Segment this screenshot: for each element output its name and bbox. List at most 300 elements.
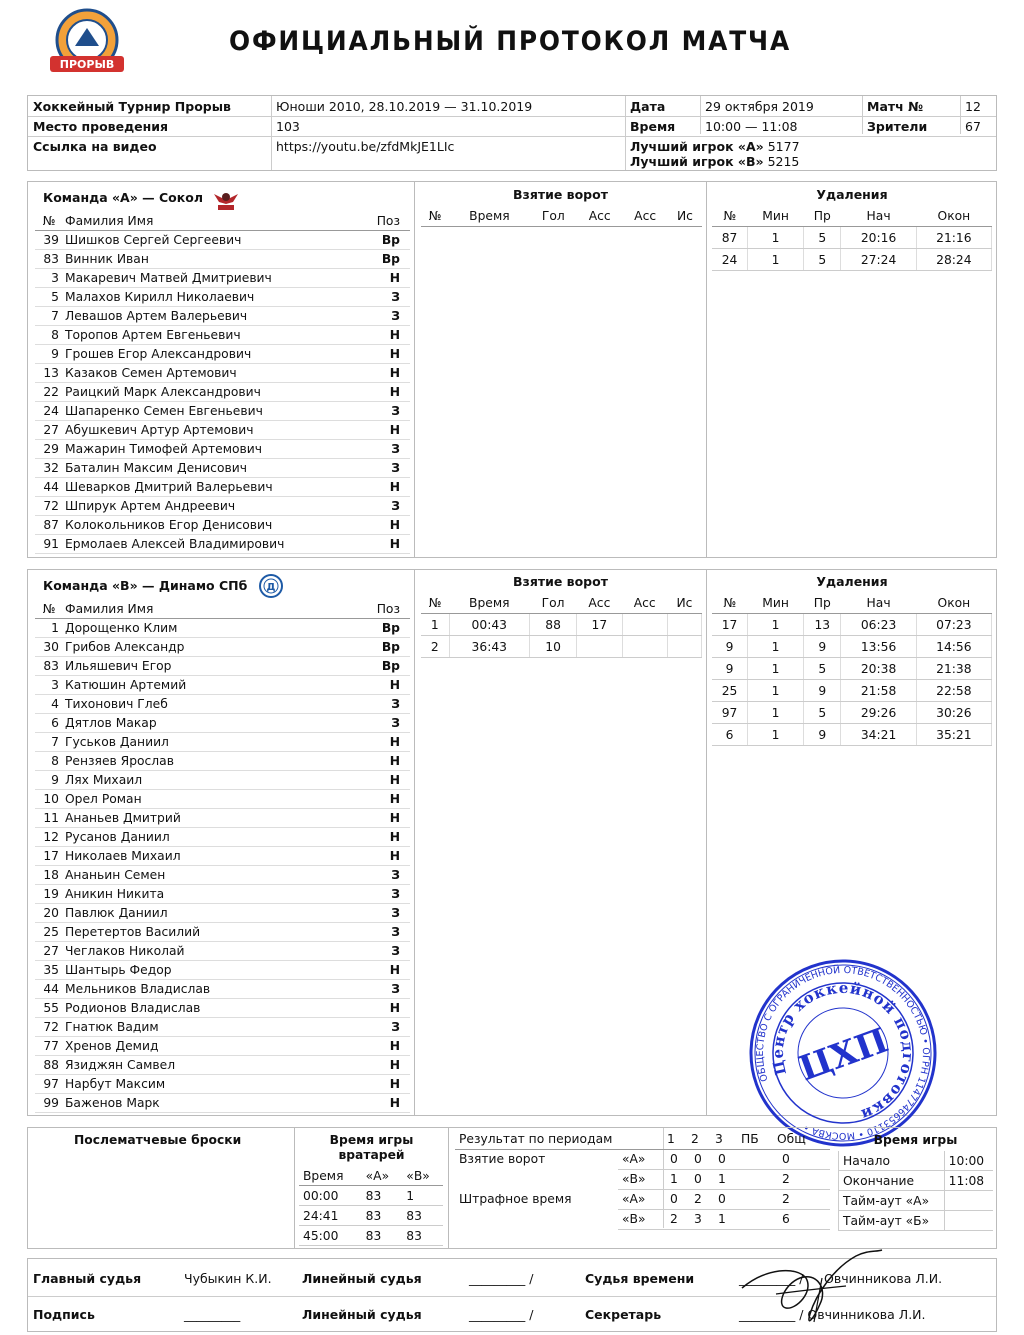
- player-number: 87: [35, 516, 63, 535]
- table-cell: 20:38: [841, 658, 916, 680]
- player-position: Н: [344, 771, 410, 790]
- table-row: [299, 1206, 443, 1226]
- linesman-1-label: Линейный судья: [302, 1271, 422, 1286]
- team-b-roster-body: [35, 619, 410, 1113]
- period-value: 0: [718, 1192, 726, 1206]
- player-number: 72: [35, 497, 63, 516]
- table-cell: 17: [577, 614, 622, 636]
- table-row: [299, 1186, 443, 1206]
- player-position: Н: [344, 1056, 410, 1075]
- column-header: Асс: [622, 205, 667, 227]
- table-cell: 6: [712, 724, 748, 746]
- table-cell: 9: [804, 680, 841, 702]
- player-name: Грошев Егор Александрович: [63, 345, 363, 364]
- period-value: 0: [694, 1172, 702, 1186]
- player-number: 8: [35, 752, 63, 771]
- column-header: №: [712, 592, 748, 614]
- player-position: Н: [344, 790, 410, 809]
- player-number: 72: [35, 1018, 63, 1037]
- video-link[interactable]: https://youtu.be/zfdMkJE1LIc: [276, 139, 455, 154]
- team-marker: «В»: [622, 1172, 646, 1186]
- player-name: Павлюк Даниил: [63, 904, 344, 923]
- player-number: 88: [35, 1056, 63, 1075]
- table-cell: 13:56: [841, 636, 916, 658]
- period-column-header: Общ: [777, 1132, 806, 1146]
- player-position: Вр: [363, 250, 410, 269]
- table-cell: 83: [362, 1206, 403, 1226]
- table-cell: 88: [530, 614, 577, 636]
- table-row: [839, 1171, 994, 1191]
- table-row: [712, 614, 992, 636]
- sokol-logo: [213, 186, 239, 212]
- roster-row: [35, 885, 410, 904]
- player-number: 24: [35, 402, 63, 421]
- column-header: Ис: [668, 205, 702, 227]
- column-header: Гол: [530, 205, 577, 227]
- player-number: 27: [35, 421, 63, 440]
- table-cell: 11:08: [944, 1171, 993, 1191]
- table-cell: 00:43: [449, 614, 530, 636]
- player-number: 11: [35, 809, 63, 828]
- period-value: 0: [694, 1152, 702, 1166]
- column-header: Пр: [804, 205, 841, 227]
- table-cell: 9: [712, 636, 748, 658]
- roster-row: [35, 752, 410, 771]
- table-cell: 21:38: [916, 658, 991, 680]
- table-cell: 30:26: [916, 702, 991, 724]
- player-number: 32: [35, 459, 63, 478]
- roster-row: [35, 790, 410, 809]
- roster-row: [35, 942, 410, 961]
- team-a-penalties-title: Удаления: [816, 187, 888, 202]
- roster-row: [35, 828, 410, 847]
- col-pos: Поз: [344, 600, 410, 619]
- match-number-value: 12: [965, 99, 981, 114]
- player-name: Гуськов Даниил: [63, 733, 344, 752]
- match-number-label: Матч №: [867, 99, 924, 114]
- table-cell: 5: [804, 702, 841, 724]
- table-cell: 1: [748, 249, 804, 271]
- player-position: З: [344, 904, 410, 923]
- table-cell: 10:00: [944, 1151, 993, 1171]
- player-name: Чеглаков Николай: [63, 942, 344, 961]
- roster-row: [35, 307, 410, 326]
- player-position: Н: [344, 676, 410, 695]
- player-name: Винник Иван: [63, 250, 363, 269]
- column-header: Время: [449, 205, 530, 227]
- table-row: [712, 249, 992, 271]
- column-header: Мин: [748, 205, 804, 227]
- player-position: Вр: [344, 657, 410, 676]
- player-name: Шпирук Артем Андреевич: [63, 497, 363, 516]
- table-cell: [944, 1211, 993, 1231]
- table-cell: 9: [804, 724, 841, 746]
- player-number: 9: [35, 771, 63, 790]
- player-name: Ильяшевич Егор: [63, 657, 344, 676]
- table-cell: 1: [748, 227, 804, 249]
- player-position: Н: [363, 478, 410, 497]
- team-marker: «В»: [622, 1212, 646, 1226]
- table-cell: 9: [804, 636, 841, 658]
- table-cell: 21:58: [841, 680, 916, 702]
- tournament-value: Юноши 2010, 28.10.2019 — 31.10.2019: [276, 99, 533, 114]
- table-cell: [622, 614, 667, 636]
- player-number: 10: [35, 790, 63, 809]
- table-row: [421, 614, 702, 636]
- column-header: Асс: [577, 205, 622, 227]
- roster-row: [35, 497, 410, 516]
- player-name: Грибов Александр: [63, 638, 344, 657]
- roster-row: [35, 269, 410, 288]
- table-cell: Тайм-аут «Б»: [839, 1211, 945, 1231]
- table-cell: 21:16: [916, 227, 991, 249]
- player-position: З: [363, 497, 410, 516]
- roster-row: [35, 657, 410, 676]
- table-cell: 25: [712, 680, 748, 702]
- player-name: Ермолаев Алексей Владимирович: [63, 535, 363, 554]
- player-name: Тихонович Глеб: [63, 695, 344, 714]
- table-cell: 1: [421, 614, 449, 636]
- date-label: Дата: [630, 99, 666, 114]
- row-divider: [618, 1229, 830, 1230]
- column-header: Нач: [841, 592, 916, 614]
- period-column-header: 3: [715, 1132, 723, 1146]
- team-b-roster: [35, 600, 410, 1113]
- column-header: «А»: [362, 1166, 403, 1186]
- period-value: 0: [718, 1152, 726, 1166]
- dynamo-logo: [259, 574, 283, 598]
- team-b-goals-title: Взятие ворот: [513, 574, 608, 589]
- player-number: 7: [35, 733, 63, 752]
- period-column-header: 1: [667, 1132, 675, 1146]
- roster-row: [35, 676, 410, 695]
- table-cell: 00:00: [299, 1186, 362, 1206]
- player-number: 35: [35, 961, 63, 980]
- player-number: 44: [35, 980, 63, 999]
- roster-row: [35, 961, 410, 980]
- player-number: 44: [35, 478, 63, 497]
- table-cell: 83: [402, 1206, 443, 1226]
- roster-row: [35, 345, 410, 364]
- row-divider: [618, 1189, 830, 1190]
- player-number: 1: [35, 619, 63, 638]
- player-position: Н: [344, 1094, 410, 1113]
- timekeeper-label: Судья времени: [585, 1271, 695, 1286]
- period-value: 1: [718, 1172, 726, 1186]
- roster-row: [35, 638, 410, 657]
- roster-row: [35, 980, 410, 999]
- table-cell: 36:43: [449, 636, 530, 658]
- table-cell: 07:23: [916, 614, 991, 636]
- player-number: 8: [35, 326, 63, 345]
- player-position: З: [344, 942, 410, 961]
- column-header: Время: [299, 1166, 362, 1186]
- tournament-logo: [42, 8, 132, 80]
- table-cell: [667, 636, 701, 658]
- player-name: Раицкий Марк Александрович: [63, 383, 363, 402]
- col-pos: Поз: [363, 212, 410, 231]
- table-cell: 24:41: [299, 1206, 362, 1226]
- table-cell: 9: [712, 658, 748, 680]
- player-name: Шишков Сергей Сергеевич: [63, 231, 363, 250]
- player-name: Нарбут Максим: [63, 1075, 344, 1094]
- player-number: 18: [35, 866, 63, 885]
- period-value: 2: [694, 1192, 702, 1206]
- player-position: З: [363, 402, 410, 421]
- period-column-header: 2: [691, 1132, 699, 1146]
- player-number: 91: [35, 535, 63, 554]
- shootouts-title: Послематчевые броски: [74, 1133, 242, 1147]
- table-cell: [944, 1191, 993, 1211]
- roster-row: [35, 847, 410, 866]
- player-number: 6: [35, 714, 63, 733]
- table-cell: 13: [804, 614, 841, 636]
- player-name: Шантырь Федор: [63, 961, 344, 980]
- roster-row: [35, 535, 410, 554]
- player-position: З: [344, 1018, 410, 1037]
- roster-row: [35, 1018, 410, 1037]
- table-cell: 87: [712, 227, 748, 249]
- player-name: Мельников Владислав: [63, 980, 344, 999]
- player-name: Перетертов Василий: [63, 923, 344, 942]
- table-cell: 1: [748, 724, 804, 746]
- player-number: 27: [35, 942, 63, 961]
- roster-row: [35, 1037, 410, 1056]
- player-number: 39: [35, 231, 63, 250]
- player-number: 5: [35, 288, 63, 307]
- player-number: 77: [35, 1037, 63, 1056]
- venue-label: Место проведения: [33, 119, 169, 134]
- player-name: Хренов Демид: [63, 1037, 344, 1056]
- period-value: 2: [782, 1192, 790, 1206]
- team-b-penalties-table: [712, 592, 992, 746]
- period-value: 6: [782, 1212, 790, 1226]
- period-penalty-label: Штрафное время: [459, 1192, 572, 1206]
- player-name: Катюшин Артемий: [63, 676, 344, 695]
- roster-row: [35, 923, 410, 942]
- date-value: 29 октября 2019: [705, 99, 814, 114]
- column-header: Окон: [916, 205, 991, 227]
- player-number: 4: [35, 695, 63, 714]
- player-number: 7: [35, 307, 63, 326]
- table-cell: 1: [748, 614, 804, 636]
- period-value: 0: [670, 1192, 678, 1206]
- roster-row: [35, 383, 410, 402]
- player-name: Дорощенко Клим: [63, 619, 344, 638]
- player-number: 9: [35, 345, 63, 364]
- player-name: Мажарин Тимофей Артемович: [63, 440, 363, 459]
- player-name: Торопов Артем Евгеньевич: [63, 326, 363, 345]
- col-num: №: [35, 600, 63, 619]
- table-cell: 35:21: [916, 724, 991, 746]
- team-marker: «А»: [622, 1152, 646, 1166]
- table-cell: 20:16: [841, 227, 916, 249]
- player-position: Н: [344, 1075, 410, 1094]
- venue-value: 103: [276, 119, 300, 134]
- table-cell: 83: [362, 1186, 403, 1206]
- table-row: [712, 227, 992, 249]
- player-position: Н: [363, 326, 410, 345]
- linesman-2-label: Линейный судья: [302, 1307, 422, 1322]
- table-row: [712, 680, 992, 702]
- column-header: №: [421, 592, 449, 614]
- player-name: Николаев Михаил: [63, 847, 344, 866]
- player-number: 12: [35, 828, 63, 847]
- player-name: Ананьин Семен: [63, 866, 344, 885]
- column-header: «В»: [402, 1166, 443, 1186]
- player-number: 22: [35, 383, 63, 402]
- best-player-a-value: 5177: [767, 139, 800, 154]
- player-number: 3: [35, 676, 63, 695]
- player-position: Н: [344, 961, 410, 980]
- player-name: Абушкевич Артур Артемович: [63, 421, 363, 440]
- player-number: 83: [35, 250, 63, 269]
- table-cell: 1: [748, 702, 804, 724]
- player-position: Вр: [344, 638, 410, 657]
- player-position: Вр: [344, 619, 410, 638]
- player-name: Колокольников Егор Денисович: [63, 516, 363, 535]
- column-header: Гол: [530, 592, 577, 614]
- table-cell: Окончание: [839, 1171, 945, 1191]
- player-number: 55: [35, 999, 63, 1018]
- timekeeper-blank: _________ /: [739, 1271, 804, 1286]
- video-label: Ссылка на видео: [33, 139, 157, 154]
- player-number: 99: [35, 1094, 63, 1113]
- player-number: 3: [35, 269, 63, 288]
- row-divider: [618, 1209, 830, 1210]
- table-cell: 83: [362, 1226, 403, 1246]
- table-cell: 06:23: [841, 614, 916, 636]
- period-value: 2: [782, 1172, 790, 1186]
- player-position: Н: [344, 847, 410, 866]
- periods-title: Результат по периодам: [459, 1132, 613, 1146]
- svg-text:ЦХП: ЦХП: [793, 1020, 894, 1090]
- time-label: Время: [630, 119, 676, 134]
- roster-row: [35, 714, 410, 733]
- match-info: [27, 95, 997, 171]
- player-position: Н: [344, 752, 410, 771]
- player-name: Орел Роман: [63, 790, 344, 809]
- roster-row: [35, 771, 410, 790]
- table-cell: 1: [748, 636, 804, 658]
- player-position: З: [344, 923, 410, 942]
- table-row: [712, 724, 992, 746]
- table-cell: [577, 636, 622, 658]
- official-stamp: [748, 958, 938, 1148]
- table-cell: 5: [804, 658, 841, 680]
- secretary-label: Секретарь: [585, 1307, 662, 1322]
- periods-columns: [663, 1132, 833, 1150]
- best-player-b-label: Лучший игрок «В»: [630, 154, 764, 169]
- player-number: 20: [35, 904, 63, 923]
- roster-row: [35, 619, 410, 638]
- table-cell: 1: [748, 658, 804, 680]
- player-name: Аникин Никита: [63, 885, 344, 904]
- column-header: Время: [449, 592, 530, 614]
- player-name: Ананьев Дмитрий: [63, 809, 344, 828]
- table-cell: 1: [402, 1186, 443, 1206]
- player-position: Н: [363, 535, 410, 554]
- player-position: Н: [363, 345, 410, 364]
- player-name: Гнатюк Вадим: [63, 1018, 344, 1037]
- table-cell: 28:24: [916, 249, 991, 271]
- period-goals-label: Взятие ворот: [459, 1152, 546, 1166]
- player-name: Шапаренко Семен Евгеньевич: [63, 402, 363, 421]
- game-time-table: [838, 1151, 993, 1231]
- best-player-b-value: 5215: [767, 154, 800, 169]
- team-marker: «А»: [622, 1192, 646, 1206]
- table-cell: Тайм-аут «А»: [839, 1191, 945, 1211]
- handwritten-signature: [736, 1248, 886, 1332]
- table-row: [421, 636, 702, 658]
- player-name: Левашов Артем Валерьевич: [63, 307, 363, 326]
- secretary-value: _________ / Овчинникова Л.И.: [739, 1307, 926, 1322]
- table-cell: 14:56: [916, 636, 991, 658]
- player-name: Баталин Максим Денисович: [63, 459, 363, 478]
- roster-row: [35, 695, 410, 714]
- team-a-goals-table: [421, 205, 702, 227]
- best-player-b: [630, 154, 799, 169]
- page-title: ОФИЦИАЛЬНЫЙ ПРОТОКОЛ МАТЧА: [228, 26, 792, 57]
- table-row: [712, 702, 992, 724]
- roster-row: [35, 478, 410, 497]
- column-header: Ис: [667, 592, 701, 614]
- column-header: Окон: [916, 592, 991, 614]
- period-value: 3: [694, 1212, 702, 1226]
- best-player-a: [630, 139, 800, 154]
- player-position: Н: [363, 421, 410, 440]
- team-b-title: Команда «В» — Динамо СПб: [43, 578, 248, 593]
- table-cell: 27:24: [841, 249, 916, 271]
- player-number: 83: [35, 657, 63, 676]
- roster-row: [35, 440, 410, 459]
- team-a-title: Команда «А» — Сокол: [43, 190, 203, 205]
- linesman-1-value: _________ /: [469, 1271, 534, 1286]
- goalie-time-table: [299, 1166, 443, 1246]
- table-row: [299, 1226, 443, 1246]
- period-value: 2: [670, 1212, 678, 1226]
- player-position: Н: [344, 828, 410, 847]
- player-name: Макаревич Матвей Дмитриевич: [63, 269, 363, 288]
- team-a-goals-title: Взятие ворот: [513, 187, 608, 202]
- player-number: 17: [35, 847, 63, 866]
- svg-text:ПРОРЫВ: ПРОРЫВ: [59, 58, 115, 71]
- column-header: Мин: [748, 592, 804, 614]
- roster-row: [35, 733, 410, 752]
- team-a-roster-body: [35, 231, 410, 554]
- team-a-roster: [35, 212, 410, 554]
- table-cell: 83: [402, 1226, 443, 1246]
- timekeeper-value: Овчинникова Л.И.: [824, 1271, 943, 1286]
- player-position: З: [363, 440, 410, 459]
- table-cell: 29:26: [841, 702, 916, 724]
- player-name: Русанов Даниил: [63, 828, 344, 847]
- period-column-header: ПБ: [741, 1132, 759, 1146]
- player-position: З: [344, 714, 410, 733]
- roster-row: [35, 421, 410, 440]
- roster-row: [35, 1056, 410, 1075]
- table-cell: 24: [712, 249, 748, 271]
- main-referee-value: Чубыкин К.И.: [184, 1271, 272, 1286]
- player-position: Н: [363, 516, 410, 535]
- roster-row: [35, 288, 410, 307]
- table-cell: 34:21: [841, 724, 916, 746]
- table-row: [839, 1151, 994, 1171]
- table-row: [839, 1191, 994, 1211]
- svg-text:ОБЩЕСТВО С ОГРАНИЧЕННОЙ ОТВЕТС: ОБЩЕСТВО С ОГРАНИЧЕННОЙ ОТВЕТСТВЕННОСТЬЮ • ОГРН 1147746653110 • МОСКВА •: [754, 964, 932, 1142]
- player-name: Дятлов Макар: [63, 714, 344, 733]
- player-position: З: [344, 885, 410, 904]
